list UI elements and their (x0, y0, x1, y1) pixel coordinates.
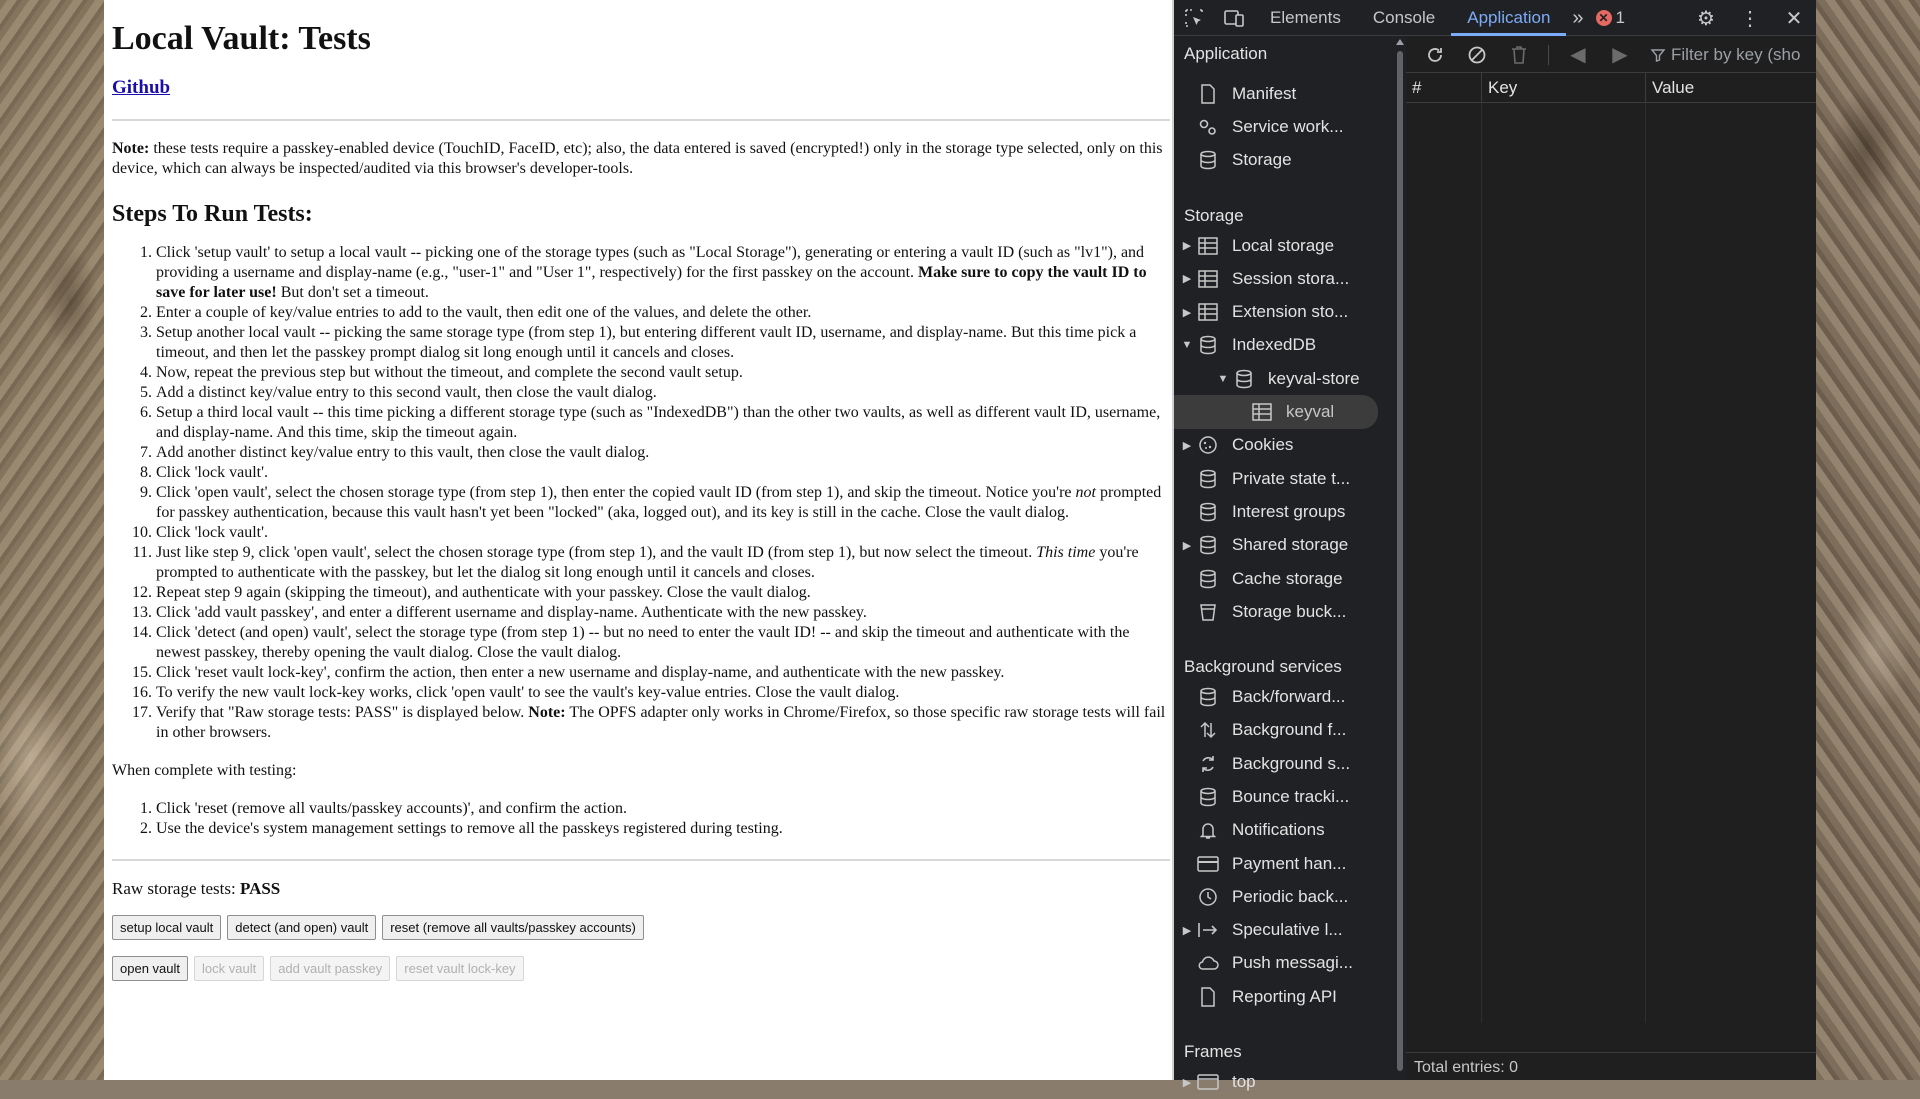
sidebar-item-frame-top[interactable] (1174, 1065, 1394, 1098)
column-header-key[interactable]: Key (1482, 73, 1646, 102)
tab-console[interactable]: Console (1372, 7, 1436, 27)
table-icon (1196, 235, 1220, 257)
reset-all-vaults-button[interactable]: reset (remove all vaults/passkey accounts) (382, 915, 644, 940)
step-10: 10. Click 'lock vault'. (156, 523, 1166, 543)
detect-open-vault-button[interactable]: detect (and open) vault (227, 915, 376, 940)
document-icon (1196, 83, 1220, 105)
step-12: 12. Repeat step 9 again (skipping the timeout), and authenticate with your passkey. Close the vault dialog. (156, 583, 1166, 603)
raw-storage-status (112, 879, 1172, 899)
database-icon (1232, 368, 1256, 390)
note-paragraph (112, 139, 1172, 179)
error-count: 1 (1615, 7, 1626, 27)
step-emphasis: This time (1036, 544, 1096, 561)
scroll-up-icon[interactable] (1396, 39, 1404, 45)
table-icon (1250, 401, 1274, 423)
sidebar-item-cache-storage[interactable] (1174, 562, 1394, 595)
sidebar-item-shared-storage[interactable] (1174, 529, 1394, 562)
background-photo-left (0, 0, 104, 1080)
sidebar-item-private-state-tokens[interactable] (1174, 462, 1394, 495)
storage-viewer (1406, 37, 1816, 1080)
cookie-icon (1196, 434, 1220, 456)
sidebar-item-label: Payment han... (1232, 853, 1347, 873)
sidebar-item-keyval-store[interactable] (1174, 362, 1394, 395)
sidebar-item-label: Session stora... (1232, 268, 1350, 288)
step-8: 8. Click 'lock vault'. (156, 463, 1166, 483)
expand-arrow-icon[interactable]: ▶ (1182, 273, 1192, 286)
bucket-icon (1196, 601, 1220, 623)
step-text: Click 'open vault', select the chosen storage type (from step 1), then enter the copied vault ID (from step 1), and skip the timeout. Notice you're (156, 484, 1076, 501)
data-grid-header (1406, 73, 1816, 103)
sidebar-item-label: Push messagi... (1232, 953, 1353, 973)
table-icon (1196, 301, 1220, 323)
sidebar-item-label: Local storage (1232, 235, 1335, 255)
settings-gear-icon[interactable]: ⚙ (1697, 7, 1715, 30)
expand-arrow-icon[interactable]: ▶ (1182, 306, 1192, 319)
database-icon (1196, 534, 1220, 556)
sidebar-item-local-storage[interactable] (1174, 229, 1394, 262)
up-down-arrows-icon (1196, 719, 1220, 741)
complete-list (156, 799, 1166, 839)
error-counter[interactable] (1596, 8, 1625, 28)
step-2: 2. Enter a couple of key/value entries to add to the vault, then edit one of the values, and delete the other. (156, 303, 1166, 323)
step-13: 13. Click 'add vault passkey', and enter a different username and display-name. Authenticate with the new passkey. (156, 603, 1166, 623)
sidebar-item-storage[interactable] (1174, 144, 1394, 177)
clock-icon (1196, 886, 1220, 908)
sidebar-item-label: Periodic back... (1232, 886, 1349, 906)
expand-arrow-icon[interactable]: ▶ (1182, 240, 1192, 253)
column-header-value[interactable]: Value (1652, 78, 1695, 97)
column-header-index[interactable]: # (1406, 73, 1482, 102)
step-7: 7. Add another distinct key/value entry to this vault, then close the vault dialog. (156, 443, 1166, 463)
step-text: Click 'setup vault' to setup a local vault -- picking one of the storage types (such as "Local Storage"), generating or entering a vault ID (such as "lv1"), and providing a username and display-name (e.g., "user-1" and "User 1", respectively) for the first passkey on the account. (156, 244, 1145, 281)
database-icon (1196, 568, 1220, 590)
sidebar-item-reporting-api[interactable] (1174, 980, 1394, 1013)
step-17 (156, 703, 1166, 743)
total-entries-label: Total entries: 0 (1406, 1052, 1816, 1080)
devtools-actions (1684, 0, 1816, 36)
expand-arrow-icon[interactable]: ▶ (1182, 439, 1192, 452)
step-6: 6. Setup a third local vault -- this time picking a different storage type (such as "IndexedDB") than the other two vaults, as well as different vault ID, username, and display-name. And this time, skip the timeout again. (156, 403, 1166, 443)
sidebar-item-label: Storage buck... (1232, 601, 1347, 621)
step-text: you're prompted to authenticate with the passkey, but let the dialog sit long enough until it cancels and closes. (156, 544, 1139, 581)
expand-arrow-icon[interactable]: ▶ (1182, 924, 1192, 937)
primary-button-row (112, 915, 1172, 940)
document-icon (1196, 986, 1220, 1008)
sidebar-item-interest-groups[interactable] (1174, 495, 1394, 528)
sidebar-item-manifest[interactable] (1174, 77, 1394, 110)
filter-icon (1651, 48, 1665, 62)
database-icon (1196, 686, 1220, 708)
sidebar-item-label: Speculative l... (1232, 920, 1343, 940)
step-text: But don't set a timeout. (276, 284, 429, 301)
divider (112, 859, 1170, 861)
database-icon (1196, 149, 1220, 171)
sidebar-item-label: Private state t... (1232, 468, 1351, 488)
open-vault-button[interactable]: open vault (112, 956, 188, 981)
scrollbar-thumb[interactable] (1397, 51, 1403, 1071)
sidebar-item-label: Bounce tracki... (1232, 786, 1350, 806)
sidebar-item-label: Shared storage (1232, 535, 1349, 555)
sidebar-item-label: keyval-store (1268, 368, 1360, 388)
step-emphasis: Note: (528, 704, 566, 721)
sidebar-item-label: Background f... (1232, 720, 1347, 740)
sync-icon (1196, 753, 1220, 775)
sidebar-item-background-sync[interactable] (1174, 747, 1394, 780)
step-text: prompted for passkey authentication, because this vault hasn't yet been "locked" (aka, logged out), and its key is still in the cache. Close the vault dialog. (156, 484, 1162, 521)
steps-heading: Steps To Run Tests: (112, 201, 313, 227)
reset-vault-lock-key-button: reset vault lock-key (396, 956, 523, 981)
sidebar-item-periodic-background-sync[interactable] (1174, 880, 1394, 913)
table-icon (1196, 268, 1220, 290)
setup-local-vault-button[interactable]: setup local vault (112, 915, 221, 940)
step-16: 16. To verify the new vault lock-key works, click 'open vault' to see the vault's key-value entries. Close the vault dialog. (156, 683, 1166, 703)
sidebar-item-indexeddb[interactable] (1174, 329, 1394, 362)
sidebar-item-label: Manifest (1232, 83, 1297, 103)
sidebar-item-label: Cookies (1232, 435, 1294, 455)
more-options-icon[interactable]: ⋮ (1740, 7, 1760, 30)
lock-vault-button: lock vault (194, 956, 264, 981)
page-title: Local Vault: Tests (112, 20, 371, 57)
secondary-button-row (112, 956, 1172, 981)
raw-storage-label: Raw storage tests: (112, 879, 240, 898)
step-14: 14. Click 'detect (and open) vault', select the storage type (from step 1) -- but no need to enter the vault ID! -- and skip the timeout and authenticate with the newest passkey, thereby opening the vault dialog. Close the vault dialog. (156, 623, 1166, 663)
sidebar-item-extension-storage[interactable] (1174, 295, 1394, 328)
tab-elements[interactable]: Elements (1270, 7, 1341, 27)
sidebar-section-storage: Storage (1184, 205, 1244, 225)
filter-by-key-input[interactable] (1651, 45, 1800, 65)
collapse-arrow-icon[interactable]: ▼ (1181, 339, 1193, 352)
toolbar-separator (1548, 45, 1549, 65)
step-text: Verify that "Raw storage tests: PASS" is displayed below. (156, 704, 529, 721)
arrow-to-bar-icon (1196, 919, 1220, 941)
next-page-icon: ▶ (1612, 44, 1628, 66)
database-icon (1196, 468, 1220, 490)
complete-step-2: 2. Use the device's system management settings to remove all the passkeys registered during testing. (156, 819, 1166, 839)
sidebar-item-label: IndexedDB (1232, 335, 1317, 355)
sidebar-item-push-messaging[interactable] (1174, 947, 1394, 980)
clear-all-icon[interactable] (1458, 40, 1496, 70)
application-sidebar (1174, 37, 1394, 1092)
cloud-icon (1196, 952, 1220, 974)
database-icon (1196, 501, 1220, 523)
sidebar-item-session-storage[interactable] (1174, 262, 1394, 295)
background-photo-right (1816, 0, 1920, 1080)
frame-icon (1196, 1071, 1220, 1093)
note-text: these tests require a passkey-enabled device (TouchID, FaceID, etc); also, the data entered is saved (encrypted!) only in the storage type selected, only on this device, which can always be inspected/audited via this browser's developer-tools. (112, 140, 1163, 177)
step-text: Just like step 9, click 'open vault', select the chosen storage type (from step 1), and the vault ID (from step 1), but now select the timeout. (156, 544, 1037, 561)
sidebar-item-label: keyval (1286, 402, 1335, 422)
github-link[interactable]: Github (112, 77, 171, 98)
filter-placeholder: Filter by key (sho (1671, 44, 1801, 64)
sidebar-item-label: Interest groups (1232, 501, 1346, 521)
close-devtools-icon[interactable]: ✕ (1785, 7, 1803, 30)
sidebar-item-payment-handler[interactable] (1174, 847, 1394, 880)
database-icon (1196, 334, 1220, 356)
sidebar-item-service-workers[interactable] (1174, 110, 1394, 143)
sidebar-item-label: Service work... (1232, 116, 1344, 136)
divider (112, 119, 1170, 121)
sidebar-item-back-forward-cache[interactable] (1174, 680, 1394, 713)
sidebar-item-label: Back/forward... (1232, 687, 1346, 707)
sidebar-section-application: Application (1184, 44, 1268, 63)
sidebar-item-bounce-tracking[interactable] (1174, 780, 1394, 813)
sidebar-item-cookies[interactable] (1174, 429, 1394, 462)
devtools-panel (1174, 0, 1816, 1092)
raw-storage-result: PASS (239, 879, 281, 898)
step-9 (156, 483, 1166, 523)
sidebar-item-label: Notifications (1232, 820, 1325, 840)
web-page (104, 0, 1172, 1080)
sidebar-item-speculative-loads[interactable] (1174, 914, 1394, 947)
data-grid-body (1406, 103, 1816, 1023)
sidebar-item-label: Extension sto... (1232, 302, 1349, 322)
sidebar-item-notifications[interactable] (1174, 814, 1394, 847)
sidebar-section-frames: Frames (1184, 1042, 1242, 1062)
refresh-icon[interactable] (1416, 40, 1454, 70)
previous-page-icon: ◀ (1570, 44, 1586, 66)
bell-icon (1196, 819, 1220, 841)
step-1 (156, 243, 1166, 303)
steps-list (156, 243, 1166, 743)
sidebar-section-background-services: Background services (1184, 657, 1342, 677)
step-emphasis: not (1075, 484, 1096, 501)
note-label: Note: (112, 140, 150, 157)
error-icon: ✕ (1596, 10, 1612, 26)
storage-toolbar (1406, 37, 1816, 73)
complete-step-1: 1. Click 'reset (remove all vaults/passkey accounts)', and confirm the action. (156, 799, 1166, 819)
delete-icon (1500, 40, 1538, 70)
collapse-arrow-icon[interactable]: ▼ (1217, 372, 1229, 385)
tab-application[interactable]: Application (1451, 0, 1566, 36)
complete-heading: When complete with testing: (112, 762, 297, 779)
sidebar-scrollbar[interactable] (1394, 37, 1406, 1080)
sidebar-item-label: Storage (1232, 150, 1292, 170)
sidebar-item-label: top (1232, 1072, 1256, 1092)
step-4: 4. Now, repeat the previous step but without the timeout, and complete the second vault setup. (156, 363, 1166, 383)
credit-card-icon (1196, 853, 1220, 875)
step-emphasis: Make sure to copy the vault ID to save for later use! (156, 264, 1147, 301)
sidebar-item-background-fetch[interactable] (1174, 714, 1394, 747)
expand-arrow-icon[interactable]: ▶ (1182, 1076, 1192, 1089)
gears-icon (1196, 116, 1220, 138)
expand-arrow-icon[interactable]: ▶ (1182, 539, 1192, 552)
step-11 (156, 543, 1166, 583)
sidebar-item-storage-buckets[interactable] (1174, 595, 1394, 628)
more-tabs-icon[interactable]: » (1572, 6, 1584, 29)
add-vault-passkey-button: add vault passkey (270, 956, 390, 981)
sidebar-item-label: Reporting API (1232, 986, 1337, 1006)
sidebar-item-keyval[interactable] (1174, 395, 1378, 428)
sidebar-item-label: Cache storage (1232, 568, 1343, 588)
sidebar-item-label: Background s... (1232, 753, 1351, 773)
step-5: 5. Add a distinct key/value entry to this second vault, then close the vault dialog. (156, 383, 1166, 403)
step-text: The OPFS adapter only works in Chrome/Firefox, so those specific raw storage tests will fail in other browsers. (156, 704, 1166, 741)
step-15: 15. Click 'reset vault lock-key', confirm the action, then enter a new username and display-name, and authenticate with the new passkey. (156, 663, 1166, 683)
database-icon (1196, 786, 1220, 808)
step-3: 3. Setup another local vault -- picking the same storage type (from step 1), but entering different vault ID, username, and display-name. But this time pick a timeout, and then let the passkey prompt dialog sit long enough until it cancels and closes. (156, 323, 1166, 363)
